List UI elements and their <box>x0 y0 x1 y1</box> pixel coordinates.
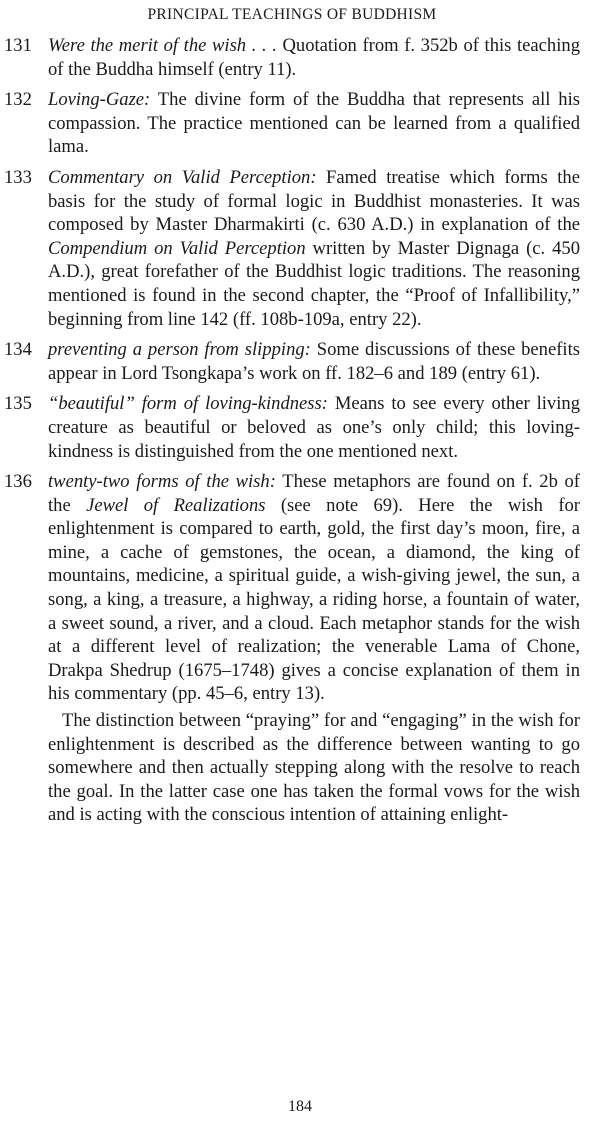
endnote-136 <box>4 470 580 706</box>
note-cited-title: Compendium on Valid Perception <box>48 237 306 259</box>
note-term-word: beautiful <box>58 393 125 415</box>
open-quote: “ <box>48 393 59 415</box>
note-term: Were the merit of the wish . . . <box>48 35 277 56</box>
endnote-132 <box>4 88 580 159</box>
note-number: 133 <box>4 166 32 188</box>
note-term: preventing a person from slipping: <box>48 339 311 361</box>
page-number: 184 <box>288 1098 312 1115</box>
note-number: 135 <box>4 393 32 415</box>
endnote-131 <box>4 34 580 81</box>
close-quote: ” <box>124 393 142 415</box>
note-number: 132 <box>4 89 32 111</box>
note-body: These metaphors are found on f. 2b of the <box>48 471 580 516</box>
endnote-136-continuation: The distinction between “praying” for and “engaging” in the wish for enlightenment is described as the difference between wanting to go somewhere and then actually stepping along with the resolve to reach the goal. In the latter case one has taken the formal vows for the wish and is acting with the conscious intention of attaining enlight- <box>48 710 580 826</box>
note-number: 134 <box>4 339 32 361</box>
note-text <box>48 338 580 385</box>
note-term: Loving-Gaze: <box>48 89 151 111</box>
note-text <box>48 34 580 81</box>
note-term: Commentary on Valid Perception: <box>48 166 317 188</box>
note-body: written by Master Dignaga (c. 450 A.D.), great forefather of the Buddhist logic traditions. The reasoning mentioned is found in the second chapter, the “Proof of Infallibility,” beginning from line 142 (ff. 108b-109a, entry 22). <box>48 237 580 330</box>
note-body: Famed treatise which forms the basis for the study of formal logic in Buddhist monasteries. It was composed by Master Dharmakirti (c. 630 A.D.) in explanation of the <box>48 166 580 236</box>
note-term-rest: form of loving-kindness: <box>141 393 328 415</box>
note-body: Quotation from f. 352b of this teaching of the Buddha himself (entry 11). <box>48 35 580 80</box>
note-text <box>48 470 580 706</box>
note-body: Some discussions of these benefits appear in Lord Tsongkapa’s work on ff. 182–6 and 189 (entry 61). <box>48 339 580 384</box>
note-body: The divine form of the Buddha that represents all his compassion. The practice mentioned can be learned from a qualified lama. <box>48 89 580 158</box>
note-cited-title: Jewel of Realizations <box>86 494 266 516</box>
note-text <box>48 166 580 331</box>
endnote-134 <box>4 338 580 385</box>
note-body: (see note 69). Here the wish for enlightenment is compared to earth, gold, the first day’s moon, fire, a mine, a cache of gemstones, the ocean, a diamond, the king of mountains, medicine, a spiritual guide, a wish-giving jewel, the sun, a song, a king, a treasure, a highway, a riding horse, a fountain of water, a sweet sound, a river, and a cloud. Each metaphor stands for the wish at a different level of realization; the venerable Lama of Chone, Drakpa Shedrup (1675–1748) gives a concise explanation of them in his commentary (pp. 45–6, entry 13). <box>48 494 580 705</box>
endnote-133 <box>4 166 580 331</box>
note-number: 136 <box>4 471 32 493</box>
running-head: PRINCIPAL TEACHINGS OF BUDDHISM <box>147 6 437 23</box>
note-number: 131 <box>4 35 32 56</box>
note-term <box>48 393 328 414</box>
note-text <box>48 392 580 463</box>
note-text <box>48 88 580 159</box>
note-term: twenty-two forms of the wish: <box>48 471 276 493</box>
note-body: Means to see every other living creature as beautiful or beloved as one’s only child; this loving-kindness is distinguished from the one mentioned next. <box>48 393 580 462</box>
endnote-135 <box>4 392 580 463</box>
